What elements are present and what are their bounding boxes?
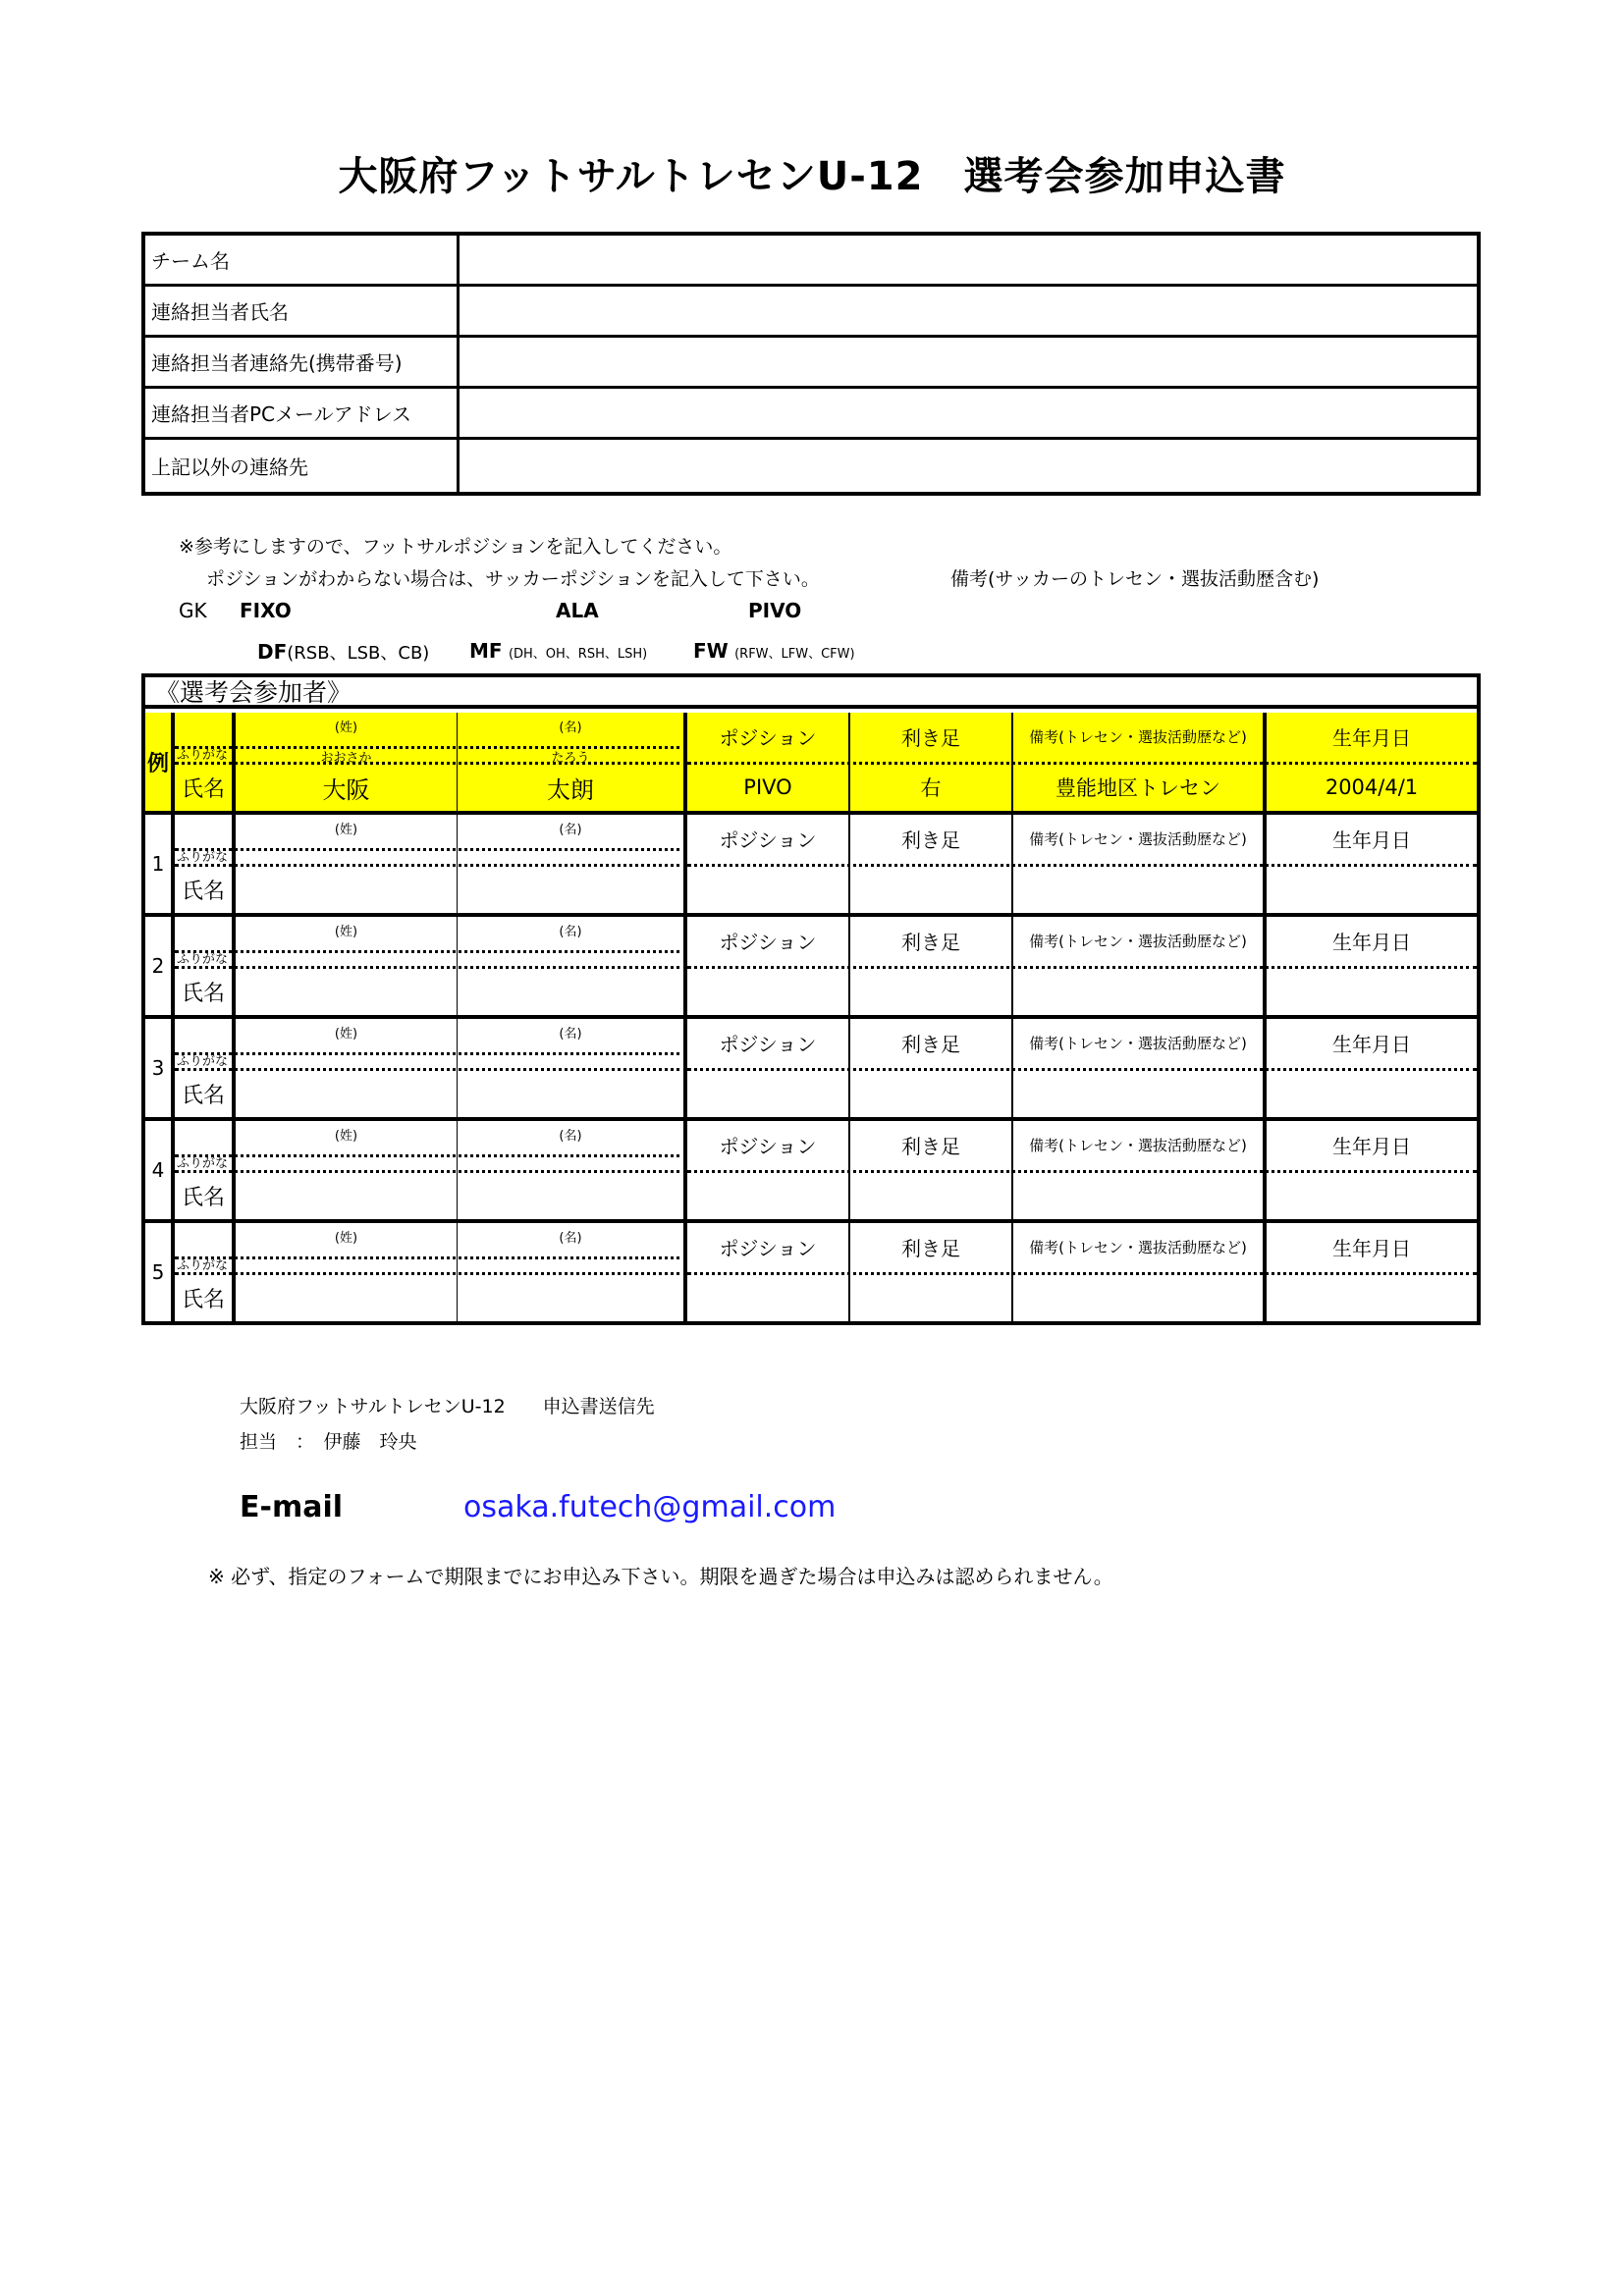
contact-row-other [145, 440, 1477, 492]
position-mf-detail: (DH、OH、RSH、LSH) [508, 647, 648, 662]
birthday-header: 生年月日 [1332, 1032, 1411, 1056]
furigana-label: ふりがな [177, 1054, 229, 1069]
dotted-divider [175, 746, 687, 749]
participants-table [141, 673, 1481, 1325]
given-name-furigana-field[interactable] [458, 851, 683, 865]
position-field[interactable] [687, 968, 848, 1015]
contact-label: 上記以外の連絡先 [145, 440, 460, 492]
page-title: 大阪府フットサルトレセンU-12 選考会参加申込書 [338, 154, 1286, 199]
dotted-divider [687, 966, 1477, 969]
position-field[interactable] [687, 866, 848, 913]
remarks-field[interactable] [1013, 1172, 1263, 1219]
contact-table [141, 232, 1481, 496]
remarks-field[interactable] [1013, 1274, 1263, 1321]
surname-furigana-field[interactable] [236, 1259, 457, 1273]
position-mf-group [469, 639, 647, 663]
given-name-header: (名) [559, 1026, 582, 1041]
contact-label: チーム名 [145, 236, 460, 284]
dominant-foot-header: 利き足 [901, 1134, 960, 1158]
contact-row-person [145, 287, 1477, 338]
team-name-field[interactable] [460, 236, 1477, 284]
dominant-foot-field[interactable] [850, 1070, 1011, 1117]
contact-row-phone [145, 338, 1477, 389]
furigana-label: ふりがな [177, 1156, 229, 1171]
dotted-divider [175, 1272, 687, 1275]
furigana-label: ふりがな [177, 1258, 229, 1273]
position-df: DF [257, 640, 288, 664]
given-name-field[interactable] [458, 1070, 683, 1117]
position-header: ポジション [719, 1236, 817, 1260]
participant-row [145, 1019, 1477, 1121]
birthday-field[interactable] [1267, 866, 1477, 913]
position-fw-detail: (RFW、LFW、CFW) [734, 647, 855, 662]
position-fw-group [693, 639, 855, 663]
contact-person-field[interactable] [460, 287, 1477, 335]
given-name-furigana-field[interactable]: たろう [551, 750, 590, 766]
dotted-divider [175, 848, 687, 851]
position-field[interactable] [687, 1172, 848, 1219]
dominant-foot-field[interactable] [850, 1274, 1011, 1321]
given-name-furigana-field[interactable] [458, 1259, 683, 1273]
position-header: ポジション [719, 1032, 817, 1056]
remarks-header: 備考(トレセン・選抜活動歴など) [1029, 1136, 1247, 1154]
mobile-phone-field[interactable] [460, 338, 1477, 386]
surname-header: (姓) [334, 720, 358, 735]
pc-email-field[interactable] [460, 389, 1477, 437]
birthday-field[interactable] [1267, 1070, 1477, 1117]
surname-field[interactable] [236, 1070, 457, 1117]
given-name-field[interactable] [458, 1274, 683, 1321]
row-number: 4 [145, 1121, 175, 1219]
given-name-header: (名) [559, 1230, 582, 1246]
position-header: ポジション [719, 725, 817, 750]
position-header: ポジション [719, 930, 817, 954]
dominant-foot-header: 利き足 [901, 725, 960, 750]
dotted-divider [175, 1068, 687, 1071]
participants-heading: 《選考会参加者》 [145, 677, 1477, 709]
given-name-field[interactable] [458, 866, 683, 913]
position-field[interactable] [687, 1274, 848, 1321]
contact-row-team [145, 236, 1477, 287]
remarks-header: 備考(トレセン・選抜活動歴など) [1029, 1238, 1247, 1256]
given-name-furigana-field[interactable] [458, 1055, 683, 1069]
dominant-foot-field[interactable] [850, 968, 1011, 1015]
name-label: 氏名 [181, 879, 225, 904]
dotted-divider [687, 762, 1477, 765]
row-number: 1 [145, 815, 175, 913]
remarks-header: 備考(トレセン・選抜活動歴など) [1029, 932, 1247, 950]
surname-header: (姓) [334, 1128, 358, 1144]
remarks-note: 備考(サッカーのトレセン・選抜活動歴含む) [950, 568, 1320, 590]
name-label: 氏名 [181, 981, 225, 1006]
surname-furigana-field[interactable] [236, 953, 457, 967]
given-name-header: (名) [559, 1128, 582, 1144]
birthday-field[interactable] [1267, 968, 1477, 1015]
position-field[interactable] [687, 1070, 848, 1117]
birthday-field[interactable] [1267, 1274, 1477, 1321]
furigana-label: ふりがな [177, 952, 229, 967]
name-label: 氏名 [181, 1287, 225, 1312]
furigana-label: ふりがな [177, 850, 229, 865]
position-fixo: FIXO [240, 599, 292, 622]
contact-label: 連絡担当者氏名 [145, 287, 460, 335]
note-line-2: ポジションがわからない場合は、サッカーポジションを記入して下さい。 [206, 568, 820, 590]
dotted-divider [175, 864, 687, 867]
position-header: ポジション [719, 1134, 817, 1158]
deadline-note: ※ 必ず、指定のフォームで期限までにお申込み下さい。期限を過ぎた場合は申込みは認められません。 [208, 1565, 1113, 1588]
given-name-header: (名) [559, 822, 582, 837]
contact-label: 連絡担当者PCメールアドレス [145, 389, 460, 437]
surname-furigana-field[interactable]: おおさか [320, 750, 372, 766]
surname-field[interactable] [236, 1274, 457, 1321]
note-line-1: ※参考にしますので、フットサルポジションを記入してください。 [179, 536, 732, 558]
dominant-foot-field[interactable] [850, 1172, 1011, 1219]
given-name-header: (名) [559, 720, 582, 735]
contact-row-email [145, 389, 1477, 440]
given-name-field[interactable]: 太朗 [547, 775, 594, 804]
given-name-field[interactable] [458, 968, 683, 1015]
position-ala: ALA [556, 599, 599, 622]
birthday-header: 生年月日 [1332, 1236, 1411, 1260]
remarks-field[interactable] [1013, 968, 1263, 1015]
participant-row [145, 1223, 1477, 1321]
position-gk: GK [179, 599, 207, 622]
participant-row [145, 917, 1477, 1019]
name-label: 氏名 [181, 1083, 225, 1108]
position-df-detail: (RSB、LSB、CB) [287, 643, 430, 664]
dominant-foot-header: 利き足 [901, 1032, 960, 1056]
contact-person-text: 担当 ： 伊藤 玲央 [240, 1431, 417, 1453]
destination-text: 大阪府フットサルトレセンU-12 申込書送信先 [240, 1396, 655, 1417]
remarks-field[interactable] [1013, 866, 1263, 913]
dotted-divider [687, 1272, 1477, 1275]
birthday-header: 生年月日 [1332, 725, 1411, 750]
position-mf: MF [469, 639, 503, 663]
surname-header: (姓) [334, 1026, 358, 1041]
given-name-furigana-field[interactable] [458, 1157, 683, 1171]
birthday-header: 生年月日 [1332, 930, 1411, 954]
furigana-label: ふりがな [177, 748, 229, 763]
dominant-foot-header: 利き足 [901, 828, 960, 852]
position-header: ポジション [719, 828, 817, 852]
dominant-foot-field[interactable]: 右 [920, 776, 942, 800]
example-marker: 例 [145, 713, 175, 811]
surname-field[interactable]: 大阪 [322, 775, 370, 804]
surname-field[interactable] [236, 968, 457, 1015]
row-number: 5 [145, 1223, 175, 1321]
position-field[interactable]: PIVO [743, 775, 792, 799]
surname-header: (姓) [334, 1230, 358, 1246]
given-name-furigana-field[interactable] [458, 953, 683, 967]
remarks-header: 備考(トレセン・選抜活動歴など) [1029, 727, 1247, 746]
dotted-divider [687, 1170, 1477, 1173]
remarks-header: 備考(トレセン・選抜活動歴など) [1029, 829, 1247, 848]
surname-header: (姓) [334, 822, 358, 837]
email-label: E-mail [240, 1490, 344, 1524]
contact-label: 連絡担当者連絡先(携帯番号) [145, 338, 460, 386]
dotted-divider [175, 1170, 687, 1173]
row-number: 2 [145, 917, 175, 1015]
dominant-foot-field[interactable] [850, 866, 1011, 913]
birthday-field[interactable]: 2004/4/1 [1325, 775, 1419, 799]
dotted-divider [175, 1256, 687, 1259]
position-pivo: PIVO [748, 599, 802, 622]
surname-field[interactable] [236, 866, 457, 913]
birthday-header: 生年月日 [1332, 828, 1411, 852]
dotted-divider [175, 1154, 687, 1157]
dotted-divider [175, 966, 687, 969]
surname-header: (姓) [334, 924, 358, 939]
birthday-field[interactable] [1267, 1172, 1477, 1219]
surname-furigana-field[interactable] [236, 1055, 457, 1069]
dominant-foot-header: 利き足 [901, 1236, 960, 1260]
name-label: 氏名 [181, 1185, 225, 1210]
email-link[interactable]: osaka.futech@gmail.com [463, 1490, 837, 1524]
dotted-divider [175, 950, 687, 953]
participant-row [145, 815, 1477, 917]
dotted-divider [175, 762, 687, 765]
other-contact-field[interactable] [460, 440, 1477, 492]
dotted-divider [687, 864, 1477, 867]
name-label: 氏名 [181, 776, 225, 802]
surname-furigana-field[interactable] [236, 1157, 457, 1171]
remarks-header: 備考(トレセン・選抜活動歴など) [1029, 1034, 1247, 1052]
given-name-header: (名) [559, 924, 582, 939]
remarks-field[interactable] [1013, 1070, 1263, 1117]
example-row [145, 713, 1477, 815]
position-df-group [257, 639, 429, 665]
position-fw: FW [693, 639, 729, 663]
given-name-field[interactable] [458, 1172, 683, 1219]
remarks-field[interactable]: 豊能地区トレセン [1056, 776, 1220, 800]
participant-row [145, 1121, 1477, 1223]
dominant-foot-header: 利き足 [901, 930, 960, 954]
dotted-divider [687, 1068, 1477, 1071]
row-number: 3 [145, 1019, 175, 1117]
birthday-header: 生年月日 [1332, 1134, 1411, 1158]
surname-furigana-field[interactable] [236, 851, 457, 865]
surname-field[interactable] [236, 1172, 457, 1219]
dotted-divider [175, 1052, 687, 1055]
